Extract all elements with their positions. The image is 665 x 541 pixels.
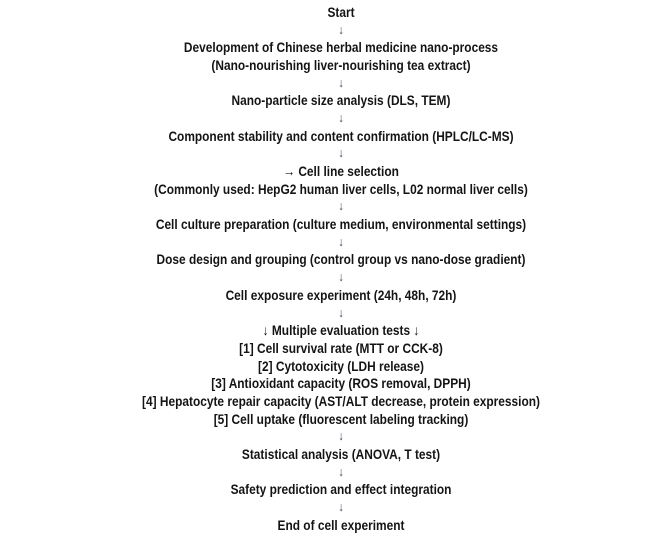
flow-step: Development of Chinese herbal medicine nano-process (183, 39, 499, 56)
flow-step: Nano-particle size analysis (DLS, TEM) (231, 92, 451, 109)
down-arrow-icon: ↓ (338, 429, 344, 444)
flow-step: Dose design and grouping (control group vs nano-dose gradient) (156, 251, 526, 268)
flow-step: [4] Hepatocyte repair capacity (AST/ALT decrease, protein expression) (142, 392, 540, 409)
flow-step: Start (327, 3, 355, 20)
flowchart (66, 0, 617, 534)
down-arrow-icon: ↓ (338, 22, 344, 37)
down-arrow-icon: ↓ (338, 305, 344, 320)
down-arrow-icon: ↓ (338, 146, 344, 161)
flow-step: ↓ Multiple evaluation tests ↓ (262, 322, 420, 339)
down-arrow-icon: ↓ (338, 464, 344, 479)
flow-step: [2] Cytotoxicity (LDH release) (258, 357, 424, 374)
flow-step: [3] Antioxidant capacity (ROS removal, DPPH) (211, 375, 471, 392)
flow-step: Safety prediction and effect integration (230, 481, 452, 498)
down-arrow-icon: ↓ (338, 234, 344, 249)
down-arrow-icon: ↓ (338, 270, 344, 285)
flow-step: → Cell line selection (283, 163, 399, 180)
flow-step: Cell culture preparation (culture medium, environmental settings) (155, 216, 527, 233)
flow-step: (Commonly used: HepG2 human liver cells, L02 normal liver cells) (154, 180, 528, 197)
down-arrow-icon: ↓ (338, 500, 344, 515)
down-arrow-icon: ↓ (338, 75, 344, 90)
flow-step: [5] Cell uptake (fluorescent labeling tracking) (213, 410, 469, 427)
flowchart-rows (66, 3, 617, 534)
flow-step: Cell exposure experiment (24h, 48h, 72h) (225, 286, 457, 303)
down-arrow-icon: ↓ (338, 199, 344, 214)
flow-step: Component stability and content confirmation (HPLC/LC-MS) (168, 127, 514, 144)
flow-step: (Nano-nourishing liver-nourishing tea extract) (211, 56, 471, 73)
flow-step: Statistical analysis (ANOVA, T test) (241, 446, 441, 463)
flow-step: [1] Cell survival rate (MTT or CCK-8) (239, 339, 443, 356)
down-arrow-icon: ↓ (338, 110, 344, 125)
flow-step: End of cell experiment (277, 516, 405, 533)
